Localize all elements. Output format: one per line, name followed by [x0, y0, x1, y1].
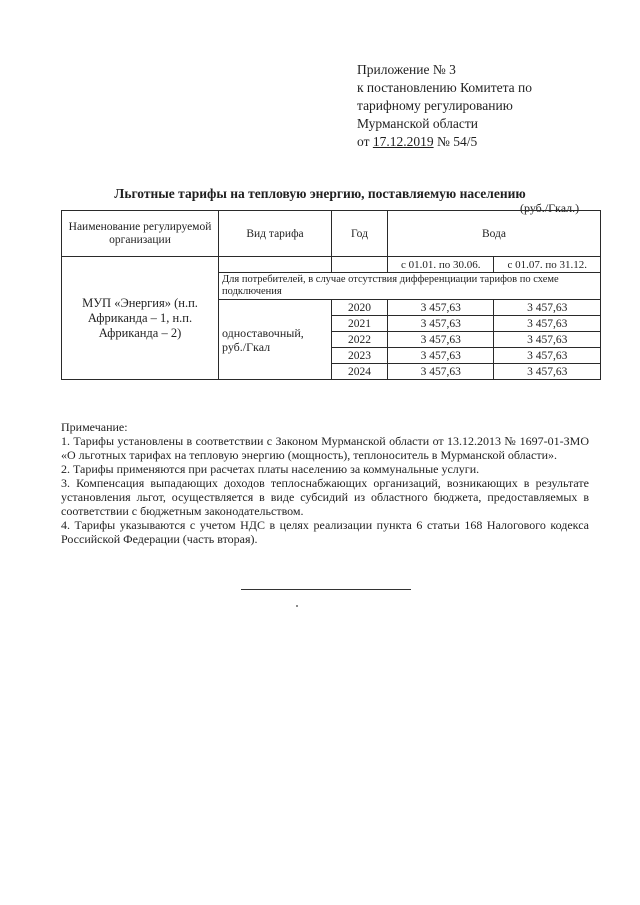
value-second-half: 3 457,63: [494, 316, 601, 332]
header-tariff-type: Вид тарифа: [219, 211, 332, 257]
header-water: Вода: [388, 211, 601, 257]
empty-cell: [219, 257, 332, 273]
notes-section: [61, 420, 589, 546]
signature-line: [241, 589, 411, 590]
year-cell: 2024: [332, 364, 388, 380]
date-prefix: от: [357, 134, 373, 149]
value-second-half: 3 457,63: [494, 348, 601, 364]
year-cell: 2023: [332, 348, 388, 364]
period-row: [62, 257, 601, 273]
year-cell: 2020: [332, 300, 388, 316]
resolution-date: 17.12.2019: [372, 134, 434, 149]
value-first-half: 3 457,63: [388, 316, 494, 332]
empty-cell: [332, 257, 388, 273]
appendix-line: Приложение № 3: [357, 62, 456, 77]
value-second-half: 3 457,63: [494, 364, 601, 380]
period-second-half: с 01.07. по 31.12.: [494, 257, 601, 273]
value-first-half: 3 457,63: [388, 300, 494, 316]
period-first-half: с 01.01. по 30.06.: [388, 257, 494, 273]
value-first-half: 3 457,63: [388, 332, 494, 348]
note-item: 2. Тарифы применяются при расчетах платы населению за коммунальные услуги.: [61, 462, 480, 476]
header-organization: Наименование регулируемой организации: [62, 211, 219, 257]
value-second-half: 3 457,63: [494, 300, 601, 316]
unit-label: (руб./Гкал.): [520, 201, 580, 215]
appendix-date-line: [357, 133, 532, 151]
note-item: 1. Тарифы установлены в соответствии с Законом Мурманской области от 13.12.2013 № 1697-01-ЗМО «О льготных тарифах на тепловую энергию (мощность), теплоноситель в Мурманской области».: [61, 434, 589, 462]
resolution-number: № 54/5: [433, 134, 478, 149]
notes-heading: Примечание:: [61, 420, 128, 434]
appendix-line: тарифному регулированию: [357, 98, 513, 113]
note-item: 4. Тарифы указываются с учетом НДС в целях реализации пункта 6 статьи 168 Налогового кодекса Российской Федерации (часть вторая).: [61, 518, 589, 546]
tariff-table: [61, 210, 601, 380]
year-cell: 2021: [332, 316, 388, 332]
organization-name: МУП «Энергия» (н.п. Африканда – 1, н.п. Африканда – 2): [62, 257, 219, 380]
note-item: 3. Компенсация выпадающих доходов теплоснабжающих организаций, возникающих в результате установления льгот, осуществляется в виде субсидий из областного бюджета, предоставляемых в соответствии с бюджетным законодательством.: [61, 476, 589, 518]
header-year: Год: [332, 211, 388, 257]
consumer-note: Для потребителей, в случае отсутствия дифференциации тарифов по схеме подключения: [219, 273, 601, 300]
appendix-line: Мурманской области: [357, 116, 478, 131]
value-second-half: 3 457,63: [494, 332, 601, 348]
year-cell: 2022: [332, 332, 388, 348]
value-first-half: 3 457,63: [388, 348, 494, 364]
appendix-line: к постановлению Комитета по: [357, 80, 532, 95]
header-row: [62, 211, 601, 257]
document-title: Льготные тарифы на тепловую энергию, поставляемую населению: [114, 186, 526, 201]
tariff-type: одноставочный, руб./Гкал: [219, 300, 332, 380]
scan-dot: [296, 605, 298, 607]
appendix-header: [357, 61, 532, 151]
value-first-half: 3 457,63: [388, 364, 494, 380]
